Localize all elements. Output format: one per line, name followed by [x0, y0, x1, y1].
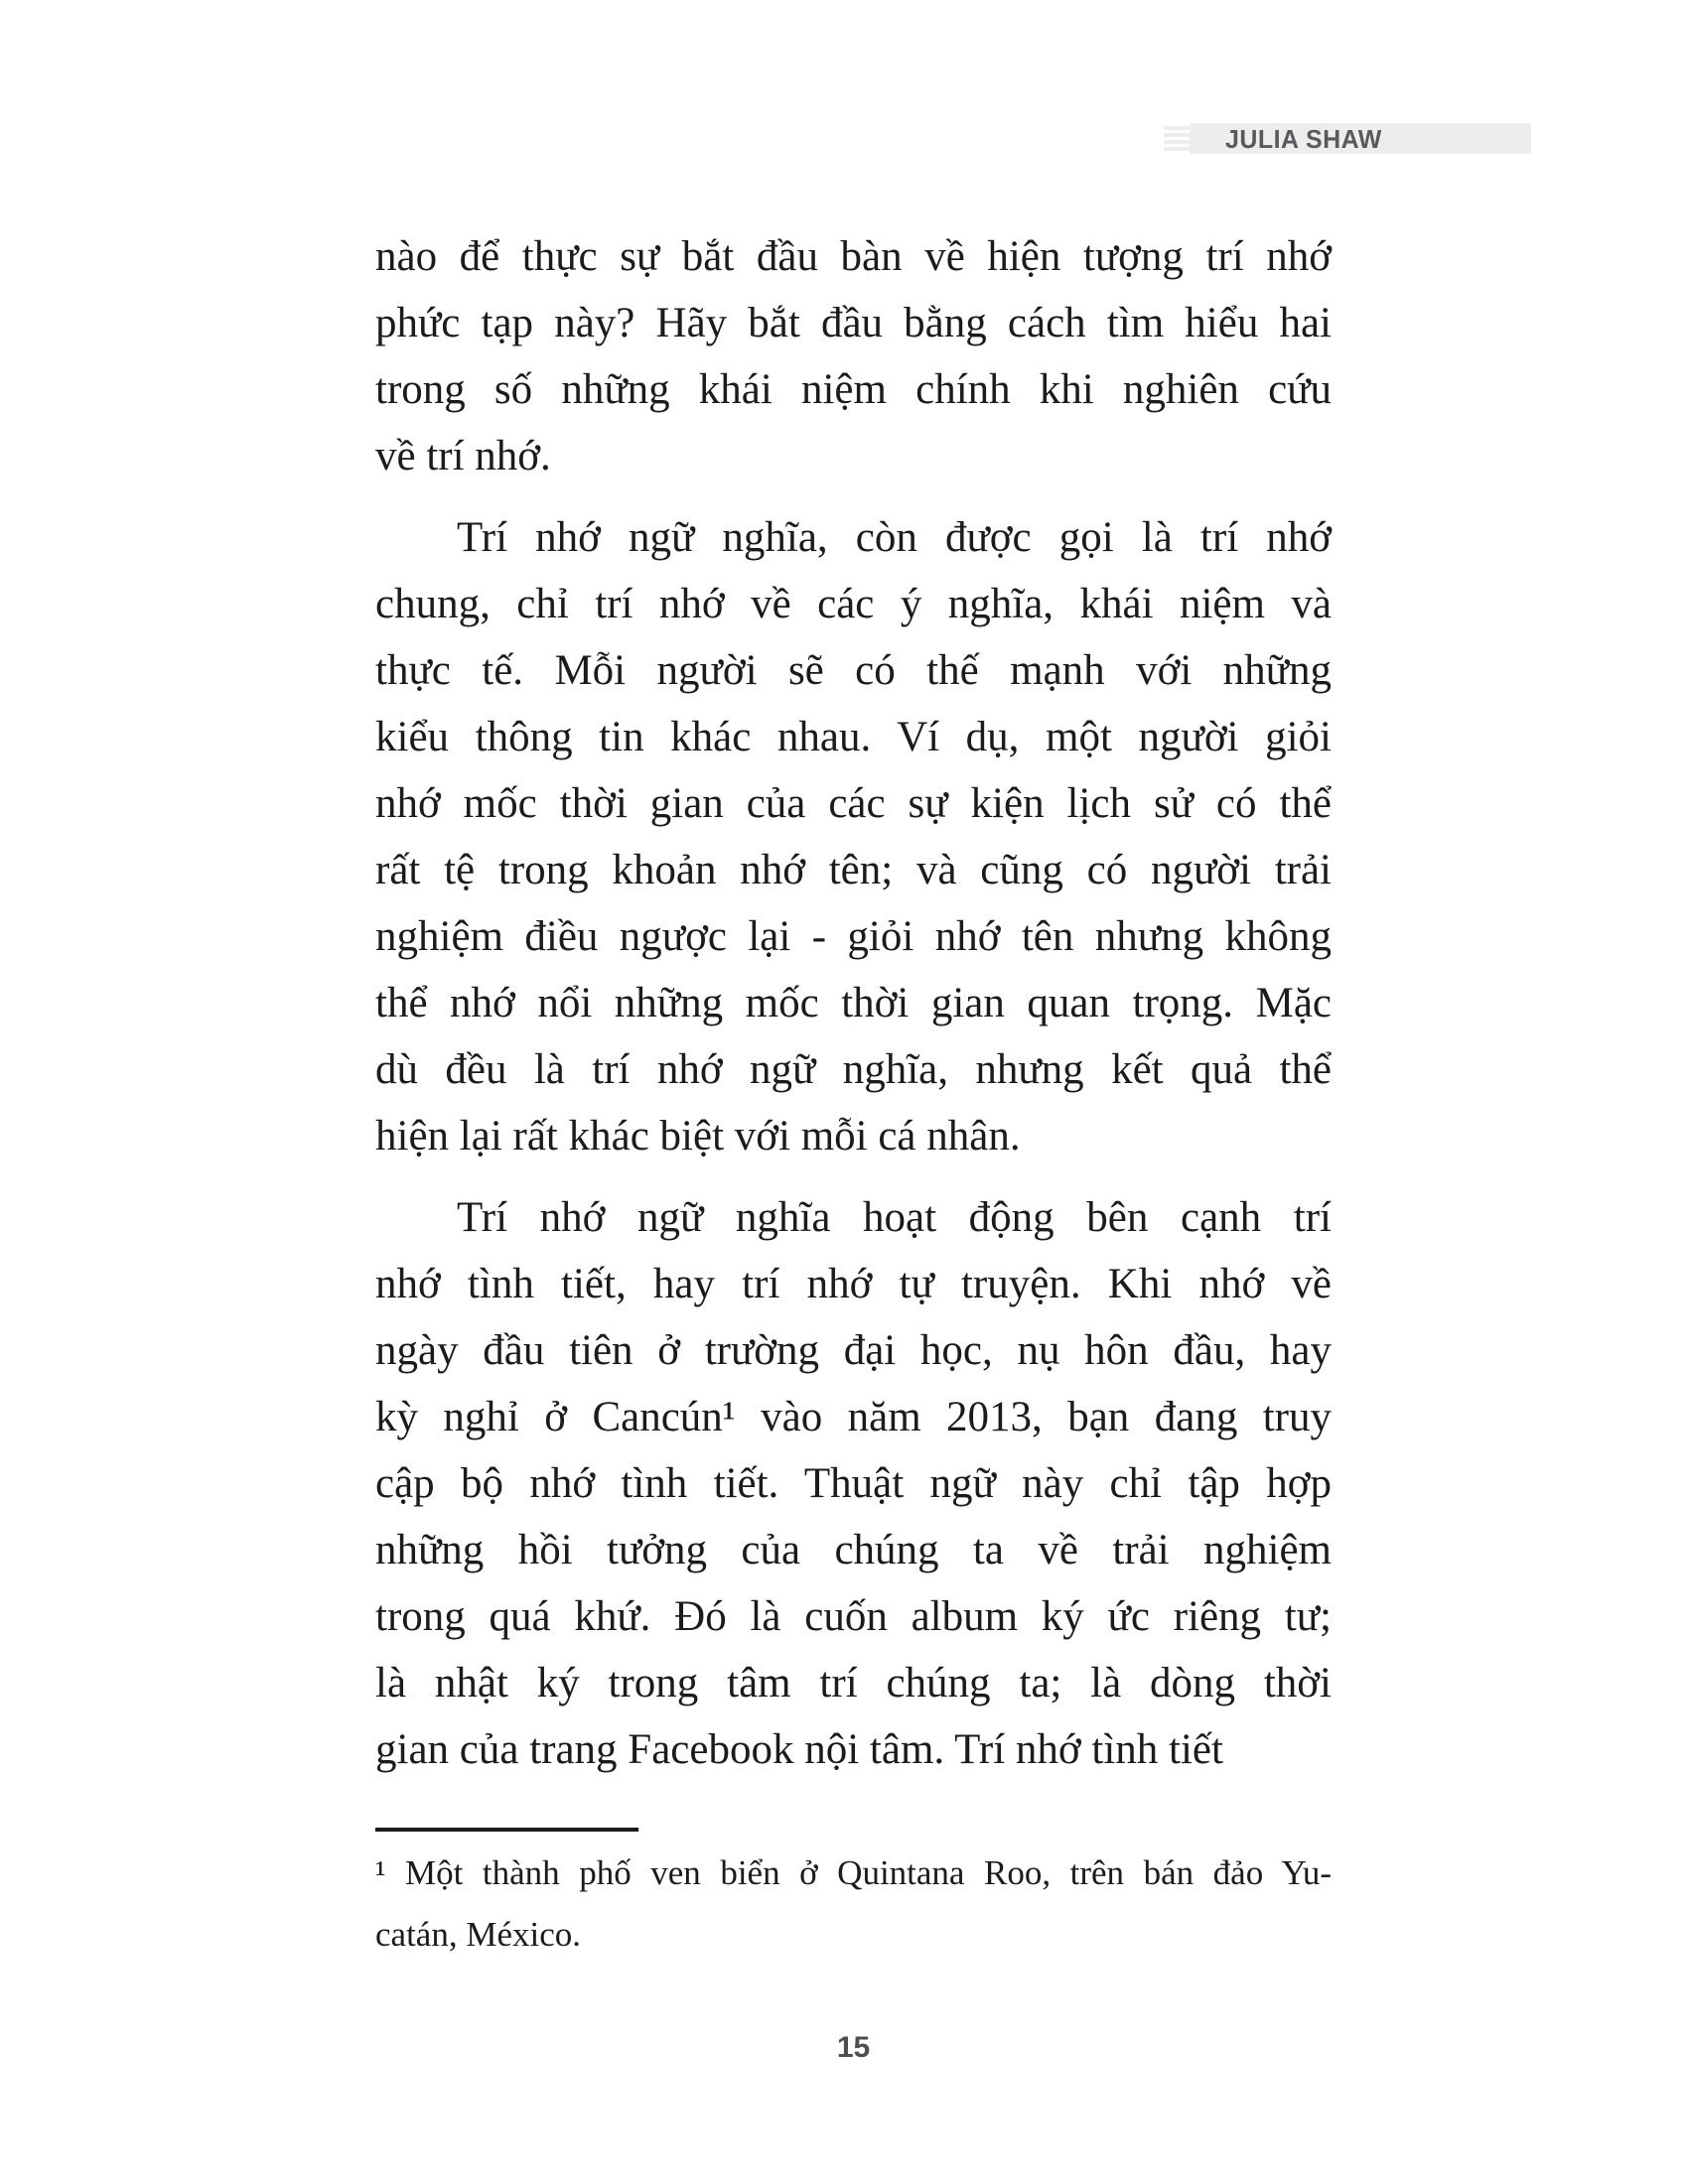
paragraph: [375, 1184, 1332, 1783]
text-line: thể nhớ nổi những mốc thời gian quan trọng. Mặc: [375, 980, 1332, 1026]
footnote-line: catán, México.: [375, 1915, 581, 1954]
text-line: cập bộ nhớ tình tiết. Thuật ngữ này chỉ tập hợp: [375, 1460, 1332, 1507]
text-line: gian của trang Facebook nội tâm. Trí nhớ tình tiết: [375, 1726, 1223, 1773]
text-line: phức tạp này? Hãy bắt đầu bằng cách tìm hiểu hai: [375, 300, 1332, 346]
text-line: kỳ nghỉ ở Cancún¹ vào năm 2013, bạn đang truy: [375, 1394, 1332, 1440]
text-line: về trí nhớ.: [375, 433, 551, 479]
text-line: trong quá khứ. Đó là cuốn album ký ức riêng tư;: [375, 1593, 1332, 1640]
text-line: chung, chỉ trí nhớ về các ý nghĩa, khái niệm và: [375, 581, 1332, 627]
text-line: thực tế. Mỗi người sẽ có thế mạnh với những: [375, 647, 1332, 694]
body-text-column: [375, 223, 1332, 1798]
text-line: hiện lại rất khác biệt với mỗi cá nhân.: [375, 1113, 1021, 1160]
footnote-line: ¹ Một thành phố ven biển ở Quintana Roo, trên bán đảo Yu-: [375, 1853, 1332, 1892]
text-line: những hồi tưởng của chúng ta về trải nghiệm: [375, 1527, 1332, 1573]
text-line: nào để thực sự bắt đầu bàn về hiện tượng trí nhớ: [375, 233, 1332, 280]
footnote: [375, 1843, 1332, 1966]
text-line: Trí nhớ ngữ nghĩa, còn được gọi là trí nhớ: [457, 514, 1332, 561]
text-line: ngày đầu tiên ở trường đại học, nụ hôn đầu, hay: [375, 1327, 1332, 1374]
text-line: là nhật ký trong tâm trí chúng ta; là dòng thời: [375, 1660, 1332, 1706]
footnote-separator-rule: [375, 1828, 638, 1832]
text-line: rất tệ trong khoản nhớ tên; và cũng có người trải: [375, 847, 1332, 893]
text-line: nhớ tình tiết, hay trí nhớ tự truyện. Khi nhớ về: [375, 1261, 1332, 1307]
text-line: dù đều là trí nhớ ngữ nghĩa, nhưng kết quả thể: [375, 1046, 1332, 1093]
ragged-edge-decoration: [1164, 123, 1190, 154]
text-line: trong số những khái niệm chính khi nghiên cứu: [375, 366, 1332, 413]
text-line: kiểu thông tin khác nhau. Ví dụ, một người giỏi: [375, 714, 1332, 760]
paragraph: [375, 223, 1332, 489]
running-head-author: JULIA SHAW: [1225, 124, 1382, 154]
running-head-bar: [1164, 123, 1531, 154]
text-line: nhớ mốc thời gian của các sự kiện lịch sử có thể: [375, 780, 1332, 827]
text-line: Trí nhớ ngữ nghĩa hoạt động bên cạnh trí: [457, 1194, 1332, 1241]
text-line: nghiệm điều ngược lại - giỏi nhớ tên nhưng không: [375, 913, 1332, 960]
page-number: 15: [836, 2031, 871, 2064]
paragraph: [375, 504, 1332, 1169]
